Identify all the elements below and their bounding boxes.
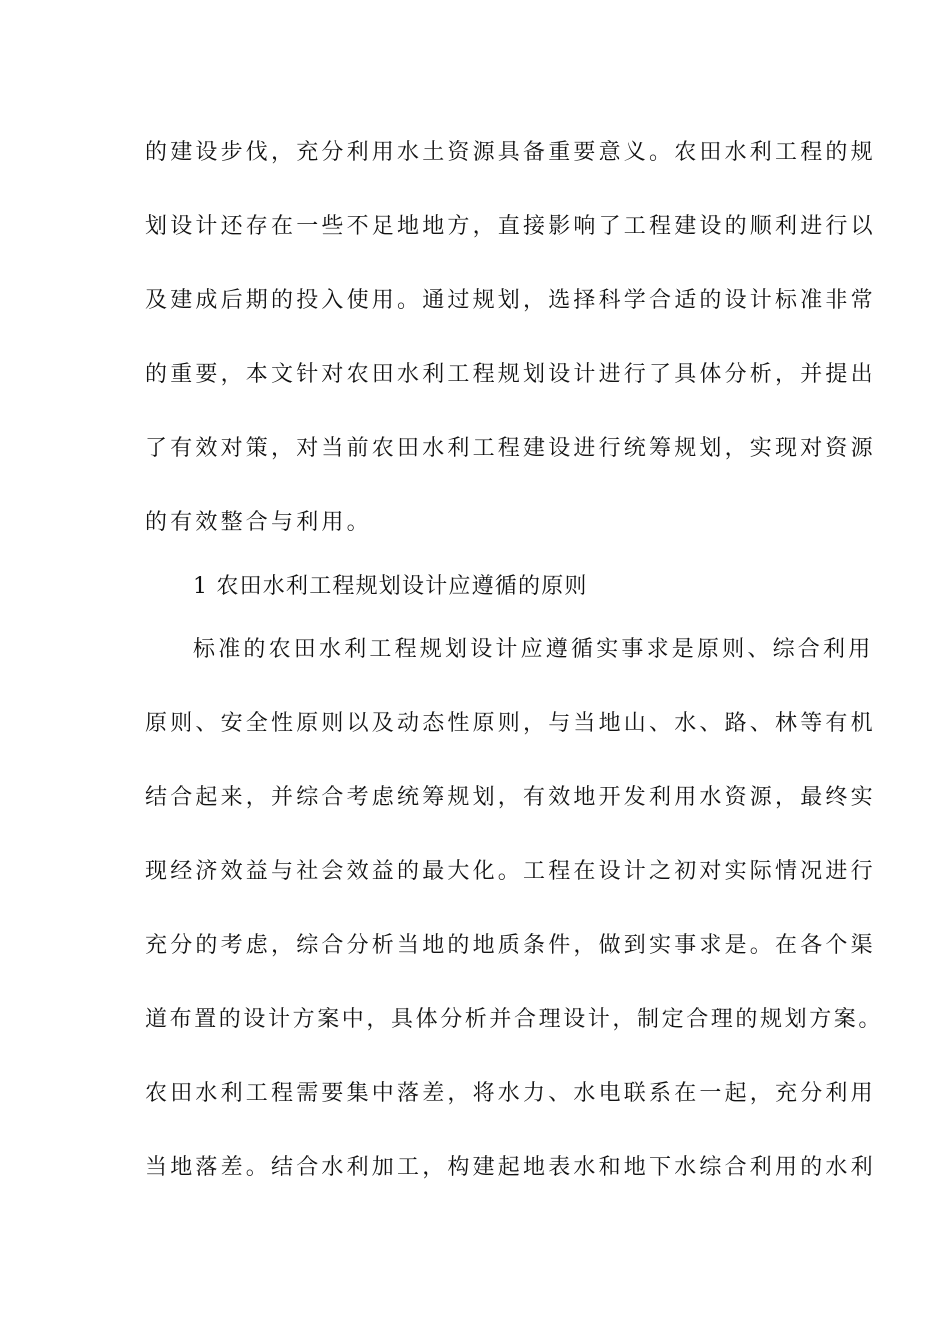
paragraph-line: 原则、安全性原则以及动态性原则，与当地山、水、路、林等有机: [145, 711, 876, 736]
paragraph-line: 现经济效益与社会效益的最大化。工程在设计之初对实际情况进行: [145, 859, 876, 884]
paragraph-line: 结合起来，并综合考虑统筹规划，有效地开发利用水资源，最终实: [145, 785, 876, 810]
paragraph-line: 及建成后期的投入使用。通过规划，选择科学合适的设计标准非常: [145, 288, 876, 313]
paragraph-line: 农田水利工程需要集中落差，将水力、水电联系在一起，充分利用: [145, 1081, 876, 1106]
paragraph-line: 当地落差。结合水利加工，构建起地表水和地下水综合利用的水利: [145, 1155, 876, 1180]
paragraph-line: 的建设步伐，充分利用水土资源具备重要意义。农田水利工程的规: [145, 140, 876, 165]
paragraph-line: 了有效对策，对当前农田水利工程建设进行统筹规划，实现对资源: [145, 436, 876, 461]
paragraph-line: 标准的农田水利工程规划设计应遵循实事求是原则、综合利用: [193, 637, 874, 662]
section-heading: 1 农田水利工程规划设计应遵循的原则: [193, 574, 588, 599]
paragraph-line: 道布置的设计方案中，具体分析并合理设计，制定合理的规划方案。: [145, 1007, 884, 1032]
paragraph-line: 划设计还存在一些不足地地方，直接影响了工程建设的顺利进行以: [145, 214, 876, 239]
paragraph-line: 的有效整合与利用。: [145, 510, 372, 535]
paragraph-line: 充分的考虑，综合分析当地的地质条件，做到实事求是。在各个渠: [145, 933, 876, 958]
paragraph-line: 的重要，本文针对农田水利工程规划设计进行了具体分析，并提出: [145, 362, 876, 387]
